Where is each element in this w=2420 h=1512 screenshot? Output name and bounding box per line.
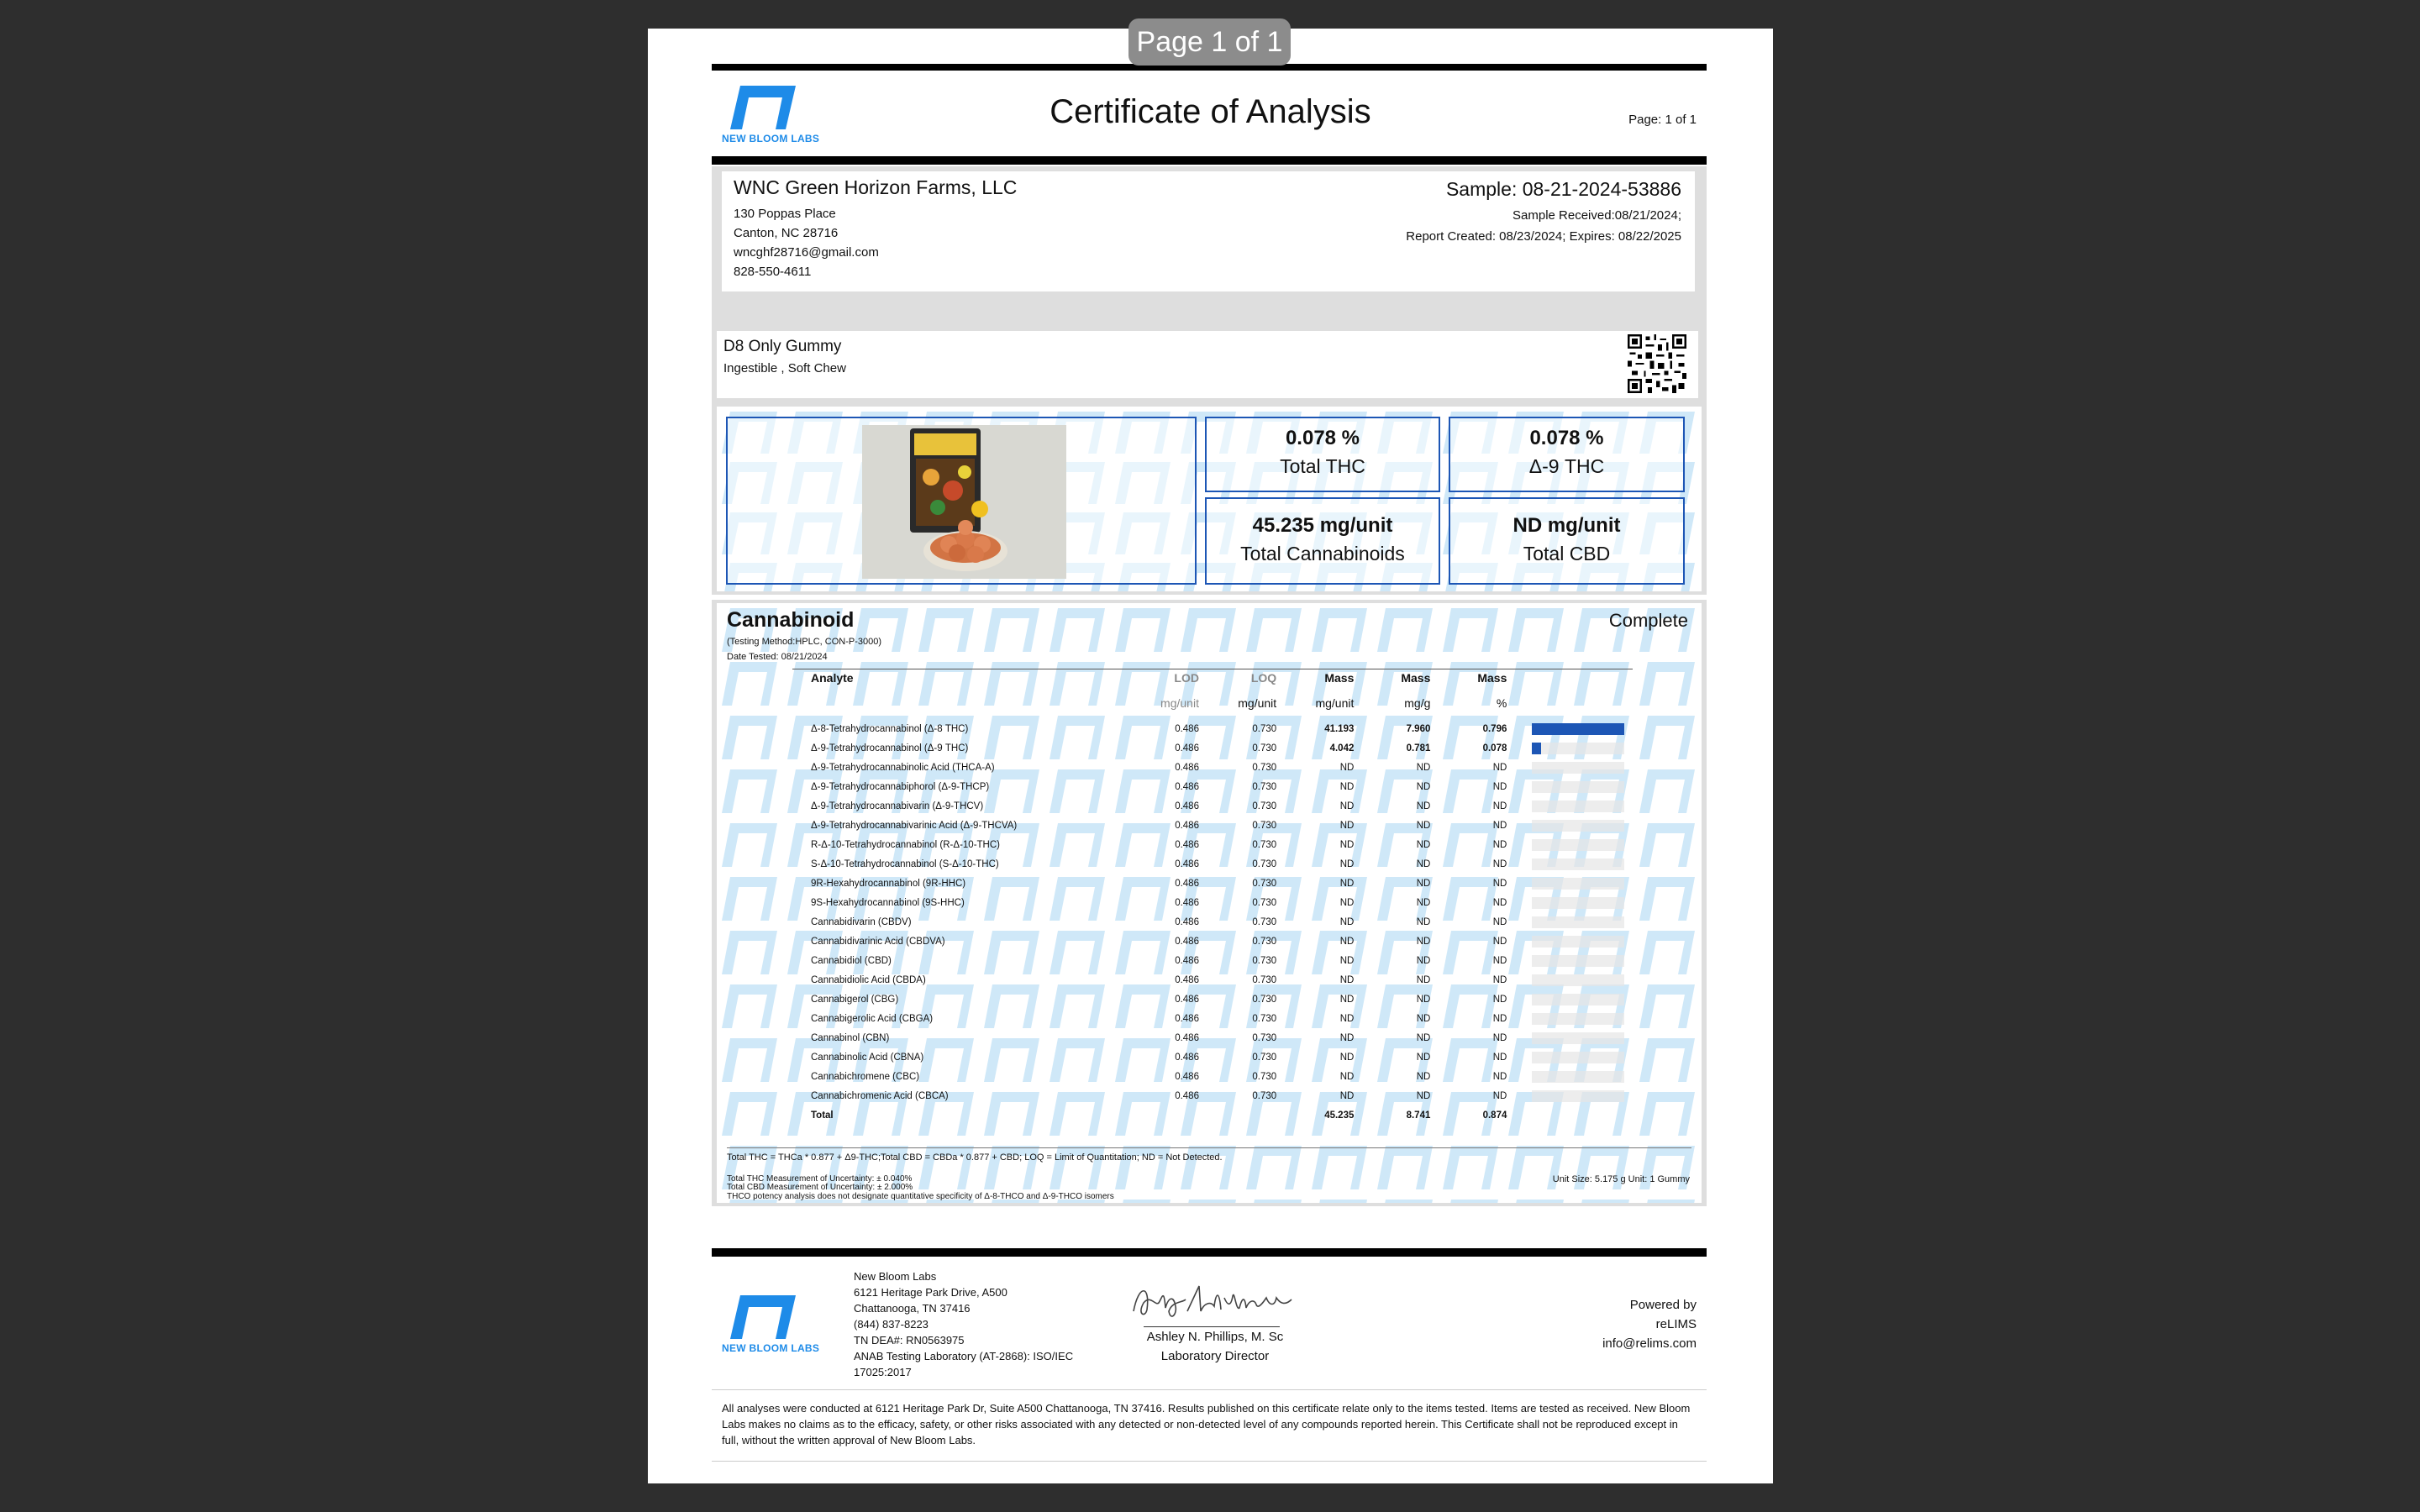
result-bar-cell	[1507, 816, 1641, 835]
total-lod	[1122, 1105, 1199, 1125]
result-bar-track	[1532, 994, 1624, 1005]
footer-logo	[722, 1295, 819, 1354]
lab-phone: (844) 837-8223	[854, 1318, 929, 1331]
mass-unit-value: ND	[1339, 994, 1355, 1005]
mass-unit-value: ND	[1339, 781, 1355, 792]
mass-unit-value: ND	[1339, 974, 1355, 985]
summary-section	[712, 403, 1707, 595]
powered-by-email[interactable]: info@relims.com	[1602, 1336, 1697, 1351]
table-body	[801, 719, 1641, 1125]
lod-value: 0.486	[1175, 839, 1199, 850]
client-address2: Canton, NC 28716	[734, 226, 839, 240]
mass-g-value: ND	[1416, 916, 1431, 927]
total-label: Total	[811, 1110, 834, 1121]
page-indicator: Page 1 of 1	[1128, 18, 1291, 66]
loq-value: 0.730	[1252, 1052, 1277, 1063]
product-name: D8 Only Gummy	[723, 338, 842, 355]
header-rule	[712, 156, 1707, 165]
analyte-name: Δ-9-Tetrahydrocannabinol (Δ-9 THC)	[811, 743, 969, 753]
note-thco: THCO potency analysis does not designate quantitative specificity of Δ-8-THCO and Δ-9-THCO isomers	[727, 1192, 1114, 1201]
lod-value: 0.486	[1175, 1090, 1199, 1101]
client-email: wncghf28716@gmail.com	[734, 245, 879, 260]
table-row	[801, 738, 1641, 758]
total-mass-g: 8.741	[1406, 1110, 1431, 1121]
mass-pct-value: ND	[1492, 1032, 1507, 1043]
result-bar-track	[1532, 1013, 1624, 1025]
client-phone: 828-550-4611	[734, 265, 812, 279]
total-mass-pct: 0.874	[1482, 1110, 1507, 1121]
mass-unit-value: 4.042	[1329, 743, 1355, 753]
page-number: Page: 1 of 1	[1628, 113, 1697, 127]
result-bar-cell	[1507, 932, 1641, 951]
result-bar-cell	[1507, 970, 1641, 990]
mass-g-value: ND	[1416, 936, 1431, 947]
mass-g-value: ND	[1416, 839, 1431, 850]
lod-value: 0.486	[1175, 723, 1199, 734]
loq-value: 0.730	[1252, 936, 1277, 947]
lod-value: 0.486	[1175, 781, 1199, 792]
mass-pct-value: ND	[1492, 897, 1507, 908]
mass-pct-value: ND	[1492, 974, 1507, 985]
analyte-name: S-Δ-10-Tetrahydrocannabinol (S-Δ-10-THC)	[811, 858, 999, 869]
lod-value: 0.486	[1175, 820, 1199, 831]
header-lod: LOD	[1174, 671, 1199, 685]
powered-by-label: Powered by	[1629, 1298, 1697, 1312]
mass-g-value: ND	[1416, 1071, 1431, 1082]
cannabinoid-title: Cannabinoid	[727, 608, 855, 632]
result-bar-track	[1532, 781, 1624, 793]
loq-value: 0.730	[1252, 1071, 1277, 1082]
mass-pct-value: ND	[1492, 839, 1507, 850]
mass-unit-value: ND	[1339, 936, 1355, 947]
unit-bar	[1507, 687, 1641, 719]
loq-value: 0.730	[1252, 1090, 1277, 1101]
signature-icon	[1127, 1278, 1303, 1326]
analyte-name: Cannabigerol (CBG)	[811, 994, 899, 1005]
analyte-name: Cannabichromene (CBC)	[811, 1071, 920, 1082]
signatory-title: Laboratory Director	[1160, 1349, 1270, 1363]
footer-rule	[712, 1248, 1707, 1257]
header-mass-pct: Mass	[1477, 671, 1507, 685]
result-bar-cell	[1507, 1009, 1641, 1028]
result-bar-cell	[1507, 738, 1641, 758]
mass-g-value: ND	[1416, 1032, 1431, 1043]
report-dates: Report Created: 08/23/2024; Expires: 08/22/2025	[1406, 229, 1681, 244]
mass-g-value: ND	[1416, 1052, 1431, 1063]
total-cbd-card	[1449, 497, 1685, 585]
total-thc-label: Total THC	[1280, 455, 1365, 477]
mass-unit-value: ND	[1339, 839, 1355, 850]
client-card	[722, 171, 1695, 291]
powered-by-name: reLIMS	[1655, 1317, 1697, 1331]
analyte-name: Δ-9-Tetrahydrocannabivarinic Acid (Δ-9-THCVA)	[811, 820, 1018, 831]
mass-pct-value: ND	[1492, 1052, 1507, 1063]
table-row	[801, 912, 1641, 932]
analyte-name: Cannabidivarin (CBDV)	[811, 916, 912, 927]
unit-mass-g: mg/g	[1404, 696, 1431, 710]
loq-value: 0.730	[1252, 916, 1277, 927]
d9-thc-label: Δ-9 THC	[1528, 455, 1605, 477]
loq-value: 0.730	[1252, 723, 1277, 734]
mass-pct-value: ND	[1492, 955, 1507, 966]
lod-value: 0.486	[1175, 916, 1199, 927]
powered-by	[1602, 1295, 1697, 1353]
product-photo-frame	[726, 417, 1197, 585]
total-loq	[1199, 1105, 1276, 1125]
result-bar-cell	[1507, 1086, 1641, 1105]
table-row	[801, 990, 1641, 1009]
table-row	[801, 932, 1641, 951]
analyte-name: 9R-Hexahydrocannabinol (9R-HHC)	[811, 878, 966, 889]
product-card	[717, 331, 1698, 398]
qr-code-icon	[1628, 334, 1686, 393]
result-bar-track	[1532, 955, 1624, 967]
mass-pct-value: ND	[1492, 1013, 1507, 1024]
mass-pct-value: ND	[1492, 878, 1507, 889]
total-cbd-label: Total CBD	[1523, 543, 1611, 564]
page-title: Certificate of Analysis	[1050, 93, 1371, 130]
table-row	[801, 951, 1641, 970]
mass-pct-value: ND	[1492, 762, 1507, 773]
table-unit-row	[801, 687, 1641, 719]
analyte-name: R-Δ-10-Tetrahydrocannabinol (R-Δ-10-THC)	[811, 839, 1000, 850]
loq-value: 0.730	[1252, 839, 1277, 850]
unit-mass-pct: %	[1496, 696, 1507, 710]
lod-value: 0.486	[1175, 1052, 1199, 1063]
mass-unit-value: ND	[1339, 1013, 1355, 1024]
mass-unit-value: ND	[1339, 1052, 1355, 1063]
lab-anab: ANAB Testing Laboratory (AT-2868): ISO/IEC	[854, 1350, 1074, 1362]
table-row	[801, 1047, 1641, 1067]
mass-pct-value: ND	[1492, 1090, 1507, 1101]
signatory-name: Ashley N. Phillips, M. Sc	[1146, 1330, 1284, 1344]
total-thc-card	[1205, 417, 1440, 492]
result-bar-cell	[1507, 1067, 1641, 1086]
header-analyte: Analyte	[811, 671, 854, 685]
mass-unit-value: ND	[1339, 1071, 1355, 1082]
mass-g-value: ND	[1416, 878, 1431, 889]
table-row	[801, 1009, 1641, 1028]
result-bar	[1532, 743, 1541, 754]
mass-unit-value: ND	[1339, 955, 1355, 966]
result-bar-track	[1532, 974, 1624, 986]
mass-pct-value: ND	[1492, 820, 1507, 831]
document-page	[648, 29, 1773, 1483]
total-cannabinoids-card	[1205, 497, 1440, 585]
lod-value: 0.486	[1175, 858, 1199, 869]
header-bar	[1507, 669, 1641, 687]
result-bar-track	[1532, 743, 1624, 754]
mass-unit-value: ND	[1339, 897, 1355, 908]
unit-loq: mg/unit	[1238, 696, 1277, 710]
analyte-name: Δ-9-Tetrahydrocannabinolic Acid (THCA-A)	[811, 762, 995, 773]
client-section	[712, 166, 1707, 328]
table-row	[801, 1086, 1641, 1105]
lod-value: 0.486	[1175, 1032, 1199, 1043]
result-bar-track	[1532, 897, 1624, 909]
mass-g-value: ND	[1416, 1013, 1431, 1024]
loq-value: 0.730	[1252, 897, 1277, 908]
result-bar-track	[1532, 1032, 1624, 1044]
unit-analyte	[801, 687, 1122, 719]
table-row	[801, 874, 1641, 893]
result-bar-track	[1532, 762, 1624, 774]
loq-value: 0.730	[1252, 743, 1277, 753]
lod-value: 0.486	[1175, 743, 1199, 753]
lab-iso: 17025:2017	[854, 1366, 912, 1378]
header-loq: LOQ	[1250, 671, 1277, 685]
table-row	[801, 1028, 1641, 1047]
result-bar-cell	[1507, 796, 1641, 816]
product-photo	[862, 425, 1066, 579]
new-bloom-logo-icon	[722, 1295, 797, 1339]
unit-lod: mg/unit	[1160, 696, 1199, 710]
note-thc-uncertainty: Total THC Measurement of Uncertainty: ± 0.040%	[727, 1174, 913, 1184]
mass-pct-value: ND	[1492, 936, 1507, 947]
unit-mass-unit: mg/unit	[1315, 696, 1355, 710]
lod-value: 0.486	[1175, 994, 1199, 1005]
unit-size: Unit Size: 5.175 g Unit: 1 Gummy	[1552, 1174, 1690, 1184]
mass-unit-value: ND	[1339, 1032, 1355, 1043]
lab-address1: 6121 Heritage Park Drive, A500	[854, 1286, 1007, 1299]
mass-pct-value: ND	[1492, 916, 1507, 927]
lod-value: 0.486	[1175, 878, 1199, 889]
result-bar	[1532, 723, 1624, 735]
result-bar-cell	[1507, 835, 1641, 854]
lod-value: 0.486	[1175, 936, 1199, 947]
analyte-name: Cannabidiol (CBD)	[811, 955, 892, 966]
lab-address2: Chattanooga, TN 37416	[854, 1302, 971, 1315]
header-mass-unit: Mass	[1324, 671, 1355, 685]
mass-g-value: ND	[1416, 858, 1431, 869]
result-bar-cell	[1507, 719, 1641, 738]
table-row	[801, 854, 1641, 874]
table-row	[801, 835, 1641, 854]
logo-text: NEW BLOOM LABS	[722, 133, 820, 144]
product-section	[712, 328, 1707, 403]
result-bar-track	[1532, 839, 1624, 851]
table-row	[801, 719, 1641, 738]
result-bar-track	[1532, 801, 1624, 812]
testing-method: (Testing Method:HPLC, CON-P-3000)	[727, 637, 882, 647]
mass-unit-value: ND	[1339, 762, 1355, 773]
loq-value: 0.730	[1252, 781, 1277, 792]
result-bar-cell	[1507, 990, 1641, 1009]
loq-value: 0.730	[1252, 858, 1277, 869]
analyte-name: Cannabichromenic Acid (CBCA)	[811, 1090, 949, 1101]
mass-pct-value: 0.078	[1482, 743, 1507, 753]
result-bar-track	[1532, 1090, 1624, 1102]
loq-value: 0.730	[1252, 1032, 1277, 1043]
mass-unit-value: ND	[1339, 878, 1355, 889]
analyte-name: Cannabigerolic Acid (CBGA)	[811, 1013, 934, 1024]
client-name: WNC Green Horizon Farms, LLC	[734, 176, 1018, 198]
note-formula: Total THC = THCa * 0.877 + Δ9-THC;Total CBD = CBDa * 0.877 + CBD; LOQ = Limit of Quantitation; ND = Not Detected.	[727, 1152, 1223, 1163]
total-cannabinoids-value: 45.235 mg/unit	[1252, 514, 1393, 537]
lod-value: 0.486	[1175, 1071, 1199, 1082]
note-cbd-uncertainty: Total CBD Measurement of Uncertainty: ± 2.000%	[727, 1183, 913, 1192]
result-bar-track	[1532, 916, 1624, 928]
table-row	[801, 777, 1641, 796]
total-mass-unit: 45.235	[1324, 1110, 1355, 1121]
lod-value: 0.486	[1175, 801, 1199, 811]
analyte-name: 9S-Hexahydrocannabinol (9S-HHC)	[811, 897, 965, 908]
footer-logo-text: NEW BLOOM LABS	[722, 1342, 820, 1354]
mass-pct-value: ND	[1492, 1071, 1507, 1082]
mass-g-value: ND	[1416, 801, 1431, 811]
analyte-name: Cannabinol (CBN)	[811, 1032, 890, 1043]
mass-unit-value: ND	[1339, 820, 1355, 831]
mass-pct-value: ND	[1492, 781, 1507, 792]
loq-value: 0.730	[1252, 762, 1277, 773]
result-bar-track	[1532, 1071, 1624, 1083]
cannabinoid-status: Complete	[1608, 610, 1688, 631]
lab-dea: TN DEA#: RN0563975	[854, 1334, 965, 1347]
analyte-name: Δ-9-Tetrahydrocannabivarin (Δ-9-THCV)	[811, 801, 984, 811]
mass-g-value: ND	[1416, 974, 1431, 985]
loq-value: 0.730	[1252, 994, 1277, 1005]
cannabinoid-watermark	[717, 603, 1702, 1203]
mass-pct-value: 0.796	[1482, 723, 1507, 734]
lod-value: 0.486	[1175, 974, 1199, 985]
lab-name: New Bloom Labs	[854, 1270, 937, 1283]
mass-g-value: ND	[1416, 820, 1431, 831]
result-bar-cell	[1507, 912, 1641, 932]
table-row	[801, 758, 1641, 777]
product-type: Ingestible , Soft Chew	[723, 361, 846, 375]
loq-value: 0.730	[1252, 955, 1277, 966]
d9-thc-card	[1449, 417, 1685, 492]
result-bar-track	[1532, 936, 1624, 948]
sample-received: Sample Received:08/21/2024;	[1512, 208, 1681, 223]
analyte-name: Δ-8-Tetrahydrocannabinol (Δ-8 THC)	[811, 723, 969, 734]
table-row	[801, 1067, 1641, 1086]
lod-value: 0.486	[1175, 762, 1199, 773]
mass-g-value: 0.781	[1406, 743, 1431, 753]
disclaimer-top-rule	[712, 1389, 1707, 1390]
table-row	[801, 796, 1641, 816]
loq-value: 0.730	[1252, 1013, 1277, 1024]
date-tested: Date Tested: 08/21/2024	[727, 652, 828, 662]
result-bar-track	[1532, 858, 1624, 870]
notes-rule	[727, 1147, 1691, 1148]
mass-g-value: ND	[1416, 994, 1431, 1005]
result-bar-track	[1532, 723, 1624, 735]
mass-g-value: ND	[1416, 955, 1431, 966]
analyte-name: Cannabidivarinic Acid (CBDVA)	[811, 936, 945, 947]
cannabinoid-table	[801, 669, 1641, 1125]
result-bar-cell	[1507, 1047, 1641, 1067]
signatory	[1118, 1327, 1312, 1366]
table-header-row	[801, 669, 1641, 687]
loq-value: 0.730	[1252, 974, 1277, 985]
disclaimer-bottom-rule	[712, 1461, 1707, 1462]
lod-value: 0.486	[1175, 897, 1199, 908]
analyte-name: Cannabinolic Acid (CBNA)	[811, 1052, 924, 1063]
result-bar-track	[1532, 820, 1624, 832]
mass-g-value: ND	[1416, 1090, 1431, 1101]
total-bar-cell	[1507, 1105, 1641, 1125]
mass-pct-value: ND	[1492, 801, 1507, 811]
result-bar-cell	[1507, 777, 1641, 796]
mass-g-value: 7.960	[1406, 723, 1431, 734]
analyte-name: Δ-9-Tetrahydrocannabiphorol (Δ-9-THCP)	[811, 781, 990, 792]
table-row	[801, 893, 1641, 912]
loq-value: 0.730	[1252, 801, 1277, 811]
mass-unit-value: ND	[1339, 1090, 1355, 1101]
header-mass-g: Mass	[1401, 671, 1431, 685]
result-bar-cell	[1507, 951, 1641, 970]
result-bar-cell	[1507, 893, 1641, 912]
cannabinoid-section	[712, 600, 1707, 1206]
disclaimer: All analyses were conducted at 6121 Heritage Park Dr, Suite A500 Chattanooga, TN 37416. Results published on this certificate relate only to the items tested. Items are tested as received. New Bloom Labs makes no claims as to the efficacy, safety, or other risks associated with any detected or non-detected level of any compounds reported herein. This Certificate shall not be reproduced except in full, without the written approval of New Bloom Labs.	[722, 1402, 1691, 1446]
loq-value: 0.730	[1252, 820, 1277, 831]
total-cbd-value: ND mg/unit	[1512, 514, 1621, 537]
table-total-row	[801, 1105, 1641, 1125]
client-address1: 130 Poppas Place	[734, 207, 836, 221]
lab-info	[854, 1268, 1073, 1380]
mass-unit-value: 41.193	[1324, 723, 1355, 734]
d9-thc-value: 0.078 %	[1529, 427, 1604, 449]
loq-value: 0.730	[1252, 878, 1277, 889]
mass-pct-value: ND	[1492, 994, 1507, 1005]
lod-value: 0.486	[1175, 1013, 1199, 1024]
result-bar-track	[1532, 1052, 1624, 1063]
result-bar-cell	[1507, 854, 1641, 874]
analyte-name: Cannabidiolic Acid (CBDA)	[811, 974, 926, 985]
result-bar-track	[1532, 878, 1624, 890]
total-thc-value: 0.078 %	[1285, 427, 1360, 449]
mass-g-value: ND	[1416, 762, 1431, 773]
result-bar-cell	[1507, 874, 1641, 893]
result-bar-cell	[1507, 758, 1641, 777]
mass-unit-value: ND	[1339, 916, 1355, 927]
result-bar-cell	[1507, 1028, 1641, 1047]
mass-unit-value: ND	[1339, 801, 1355, 811]
mass-g-value: ND	[1416, 897, 1431, 908]
sample-id: Sample: 08-21-2024-53886	[1445, 178, 1681, 200]
table-row	[801, 970, 1641, 990]
lod-value: 0.486	[1175, 955, 1199, 966]
mass-unit-value: ND	[1339, 858, 1355, 869]
mass-g-value: ND	[1416, 781, 1431, 792]
table-row	[801, 816, 1641, 835]
total-cannabinoids-label: Total Cannabinoids	[1240, 543, 1405, 564]
mass-pct-value: ND	[1492, 858, 1507, 869]
